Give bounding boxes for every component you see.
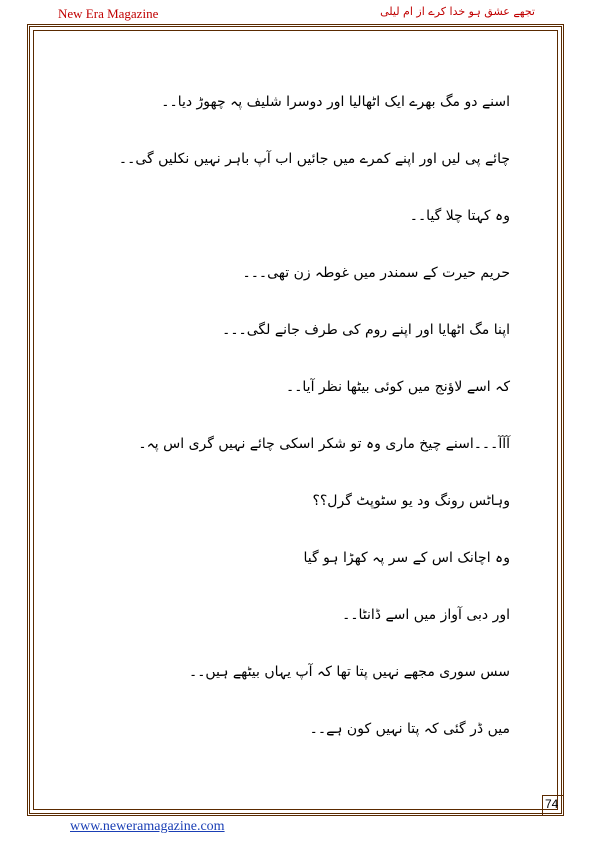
text-line: وہاٹس رونگ ود یو سٹوپٹ گرل؟؟ <box>312 493 510 509</box>
text-line: اور دبی آواز میں اسے ڈانٹا۔۔ <box>342 607 510 623</box>
website-link[interactable]: www.neweramagazine.com <box>70 819 225 834</box>
text-line: حریم حیرت کے سمندر میں غوطہ زن تھی۔۔۔ <box>242 265 510 281</box>
text-line: اپنا مگ اٹھایا اور اپنے روم کی طرف جانے لگی۔۔۔ <box>222 322 510 338</box>
magazine-name: New Era Magazine <box>58 6 159 21</box>
text-line: کہ اسے لاؤنج میں کوئی بیٹھا نظر آیا۔۔ <box>286 379 510 395</box>
text-line: میں ڈر گئی کہ پتا نہیں کون ہے۔۔ <box>309 721 510 737</box>
text-line: سس سوری مجھے نہیں پتا تھا کہ آپ یہاں بیٹھے ہیں۔۔ <box>188 664 510 680</box>
page-number: 74 <box>545 797 559 811</box>
text-line: وہ اچانک اس کے سر پہ کھڑا ہو گیا <box>303 550 510 566</box>
text-line: چائے پی لیں اور اپنے کمرے میں جائیں اب آپ باہر نہیں نکلیں گی۔۔ <box>118 151 510 167</box>
text-line: آآآ۔۔۔اسنے چیخ ماری وہ تو شکر اسکی چائے نہیں گری اس پہ۔ <box>138 436 510 452</box>
text-line: اسنے دو مگ بھرے ایک اٹھالیا اور دوسرا شلیف پہ چھوڑ دیا۔۔ <box>161 94 510 110</box>
story-text <box>90 92 510 776</box>
story-title: تجھے عشق ہو خدا کرے از ام لیلی <box>380 5 535 18</box>
text-line: وہ کہتا چلا گیا۔۔ <box>409 208 510 224</box>
